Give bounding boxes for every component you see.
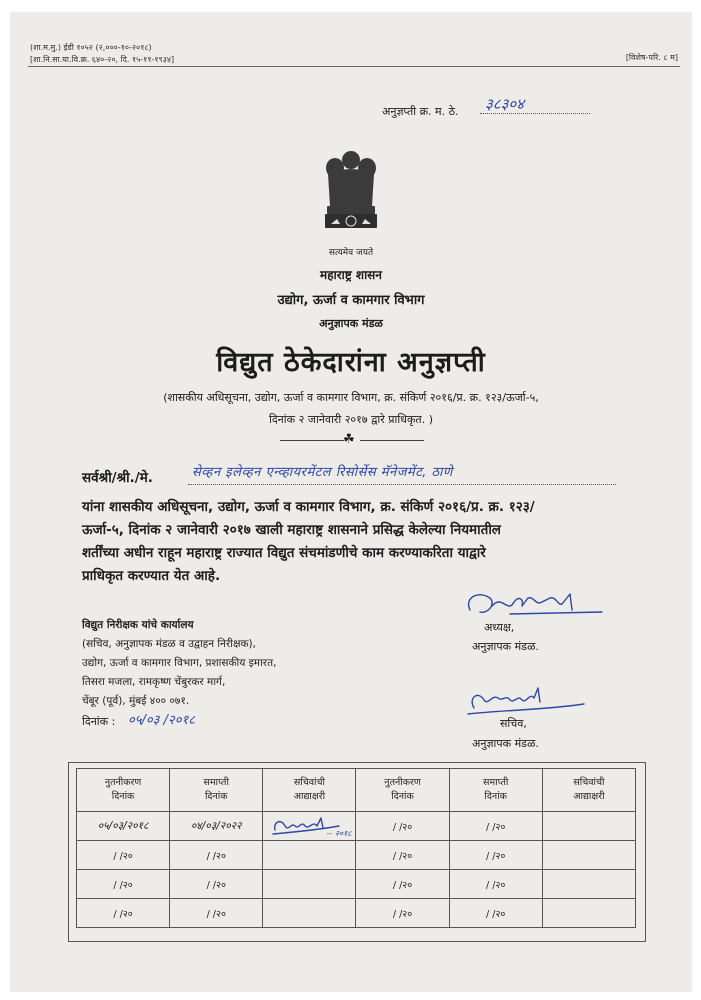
ashoka-lion-capital-icon [315,144,387,244]
expiry-date-cell: / /२० [170,841,263,870]
header-expiry-date-2: समाप्ती दिनांक [449,769,542,812]
government-name: महाराष्ट्र शासन [320,268,382,282]
ornament-rule-left [280,440,344,441]
office-line4: तिसरा मजला, रामकृष्ण चेंबुरकर मार्ग, [82,676,226,688]
renewal-table [76,768,636,928]
chair-title: अध्यक्ष, [484,621,515,634]
expiry-date-cell: / /२० [449,841,542,870]
ornament-rule-right [360,440,424,441]
renewal-date-cell: / /२० [77,870,170,899]
office-line5: चेंबूर (पूर्व), मुंबई ४०० ०७१. [82,695,190,707]
table-row [77,841,636,870]
emblem-motto: सत्यमेव जयते [328,248,374,258]
body-paragraph [82,496,612,588]
expiry-date-cell: / /२० [170,870,263,899]
certificate-sheet [10,12,692,992]
licence-number-label: अनुज्ञप्ती क्र. म. ठे. [382,105,459,118]
renewal-date-cell: / /२० [356,870,449,899]
print-ref-line2: [शा.नि.सा.या.वि.क्र. ६४०-२०, दि. १५-११-१९३४] [30,55,175,64]
secretary-initials-cell [263,899,356,928]
secretary-initials-cell [263,841,356,870]
body-line2: ऊर्जा-५, दिनांक २ जानेवारी २०१७ खाली महाराष्ट्र शासनाने प्रसिद्ध केलेल्या नियमातील [82,522,501,538]
table-row [77,870,636,899]
renewal-date-cell: / /२० [77,899,170,928]
header-expiry-date-1: समाप्ती दिनांक [170,769,263,812]
body-line1: यांना शासकीय अधिसूचना, उद्योग, ऊर्जा व कामगार विभाग, क्र. संकिर्ण २०१६/प्र. क्र. १२३/ [82,499,535,515]
issue-date-label: दिनांक : [82,715,116,728]
form-ref: [विशेष-परि. ८ म] [625,53,678,62]
header-secretary-initials-1: सचिवांची आद्याक्षरी [263,769,356,812]
renewal-date-cell: / /२० [356,841,449,870]
expiry-date-cell: / /२० [449,870,542,899]
expiry-date-cell: / /२० [170,899,263,928]
licensee-dotline [188,484,616,485]
expiry-date-cell: / /२० [449,812,542,841]
board-name: अनुज्ञापक मंडळ [319,317,383,330]
expiry-date-cell: / /२० [449,899,542,928]
renewal-table-header-row [77,769,636,812]
licensee-label: सर्वश्री/श्री./मे. [82,470,153,486]
chair-board: अनुज्ञापक मंडळ. [472,640,539,653]
secretary-initials-cell [263,812,356,841]
ornament-icon: ☘ [343,432,355,447]
office-line3: उद्योग, ऊर्जा व कामगार विभाग, प्रशासकीय इमारत, [82,657,277,669]
issue-date-value: ०५/०३ /२०१८ [128,713,195,728]
renewal-date-cell: ०५/०३/२०१८ [77,812,170,841]
secretary-title: सचिव, [500,717,527,730]
licence-number-value: ३८३०४ [485,95,525,113]
body-line3: शर्तींच्या अधीन राहून महाराष्ट्र राज्यात विद्युत संचमांडणीचे काम करण्याकरिता याद्वारे [82,545,486,561]
renewal-date-cell: / /२० [356,812,449,841]
header-secretary-initials-2: सचिवांची आद्याक्षरी [542,769,635,812]
notification-line2: दिनांक २ जानेवारी २०१७ द्वारे प्राधिकृत. ) [268,413,433,426]
header-renewal-date-2: नुतनीकरण दिनांक [356,769,449,812]
certificate-title: विद्युत ठेकेदारांना अनुज्ञप्ती [216,347,486,378]
renewal-date-cell: / /२० [77,841,170,870]
office-line1: विद्युत निरीक्षक यांचे कार्यालय [82,619,194,631]
secretary-board: अनुज्ञापक मंडळ. [472,737,539,750]
secretary-initials-cell [542,812,635,841]
department-name: उद्योग, ऊर्जा व कामगार विभाग [277,293,425,308]
header-rule [28,66,680,67]
secretary-signature [464,680,594,720]
notification-line1: (शासकीय अधिसूचना, उद्योग, ऊर्जा व कामगार विभाग, क्र. संकिर्ण २०१६/प्र. क्र. १२३/ऊर्जा-५, [163,391,539,404]
table-row [77,812,636,841]
header-renewal-date-1: नुतनीकरण दिनांक [77,769,170,812]
secretary-initials-cell [542,899,635,928]
expiry-date-cell: ०४/०३/२०२२ [170,812,263,841]
renewal-date-cell: / /२० [356,899,449,928]
licence-number-dotline [480,113,590,114]
chair-signature [462,584,612,624]
secretary-initials-cell [542,870,635,899]
secretary-initials-cell [542,841,635,870]
office-line2: (सचिव, अनुज्ञापक मंडळ व उद्वाहन निरीक्षक), [82,638,256,650]
licensee-name: सेव्हन इलेव्हन एन्व्हायरमेंटल रिसोर्सेस मॅनेजमेंट, ठाणे [192,465,453,480]
body-line4: प्राधिकृत करण्यात येत आहे. [82,568,221,584]
secretary-initials-cell [263,870,356,899]
initials-note: -- २०१८ [326,829,352,838]
office-address [82,616,276,711]
print-ref-line1: (शा.म.मु.) ईडी १०५२ (२,०००-१०-२०१८) [30,43,152,52]
table-row [77,899,636,928]
